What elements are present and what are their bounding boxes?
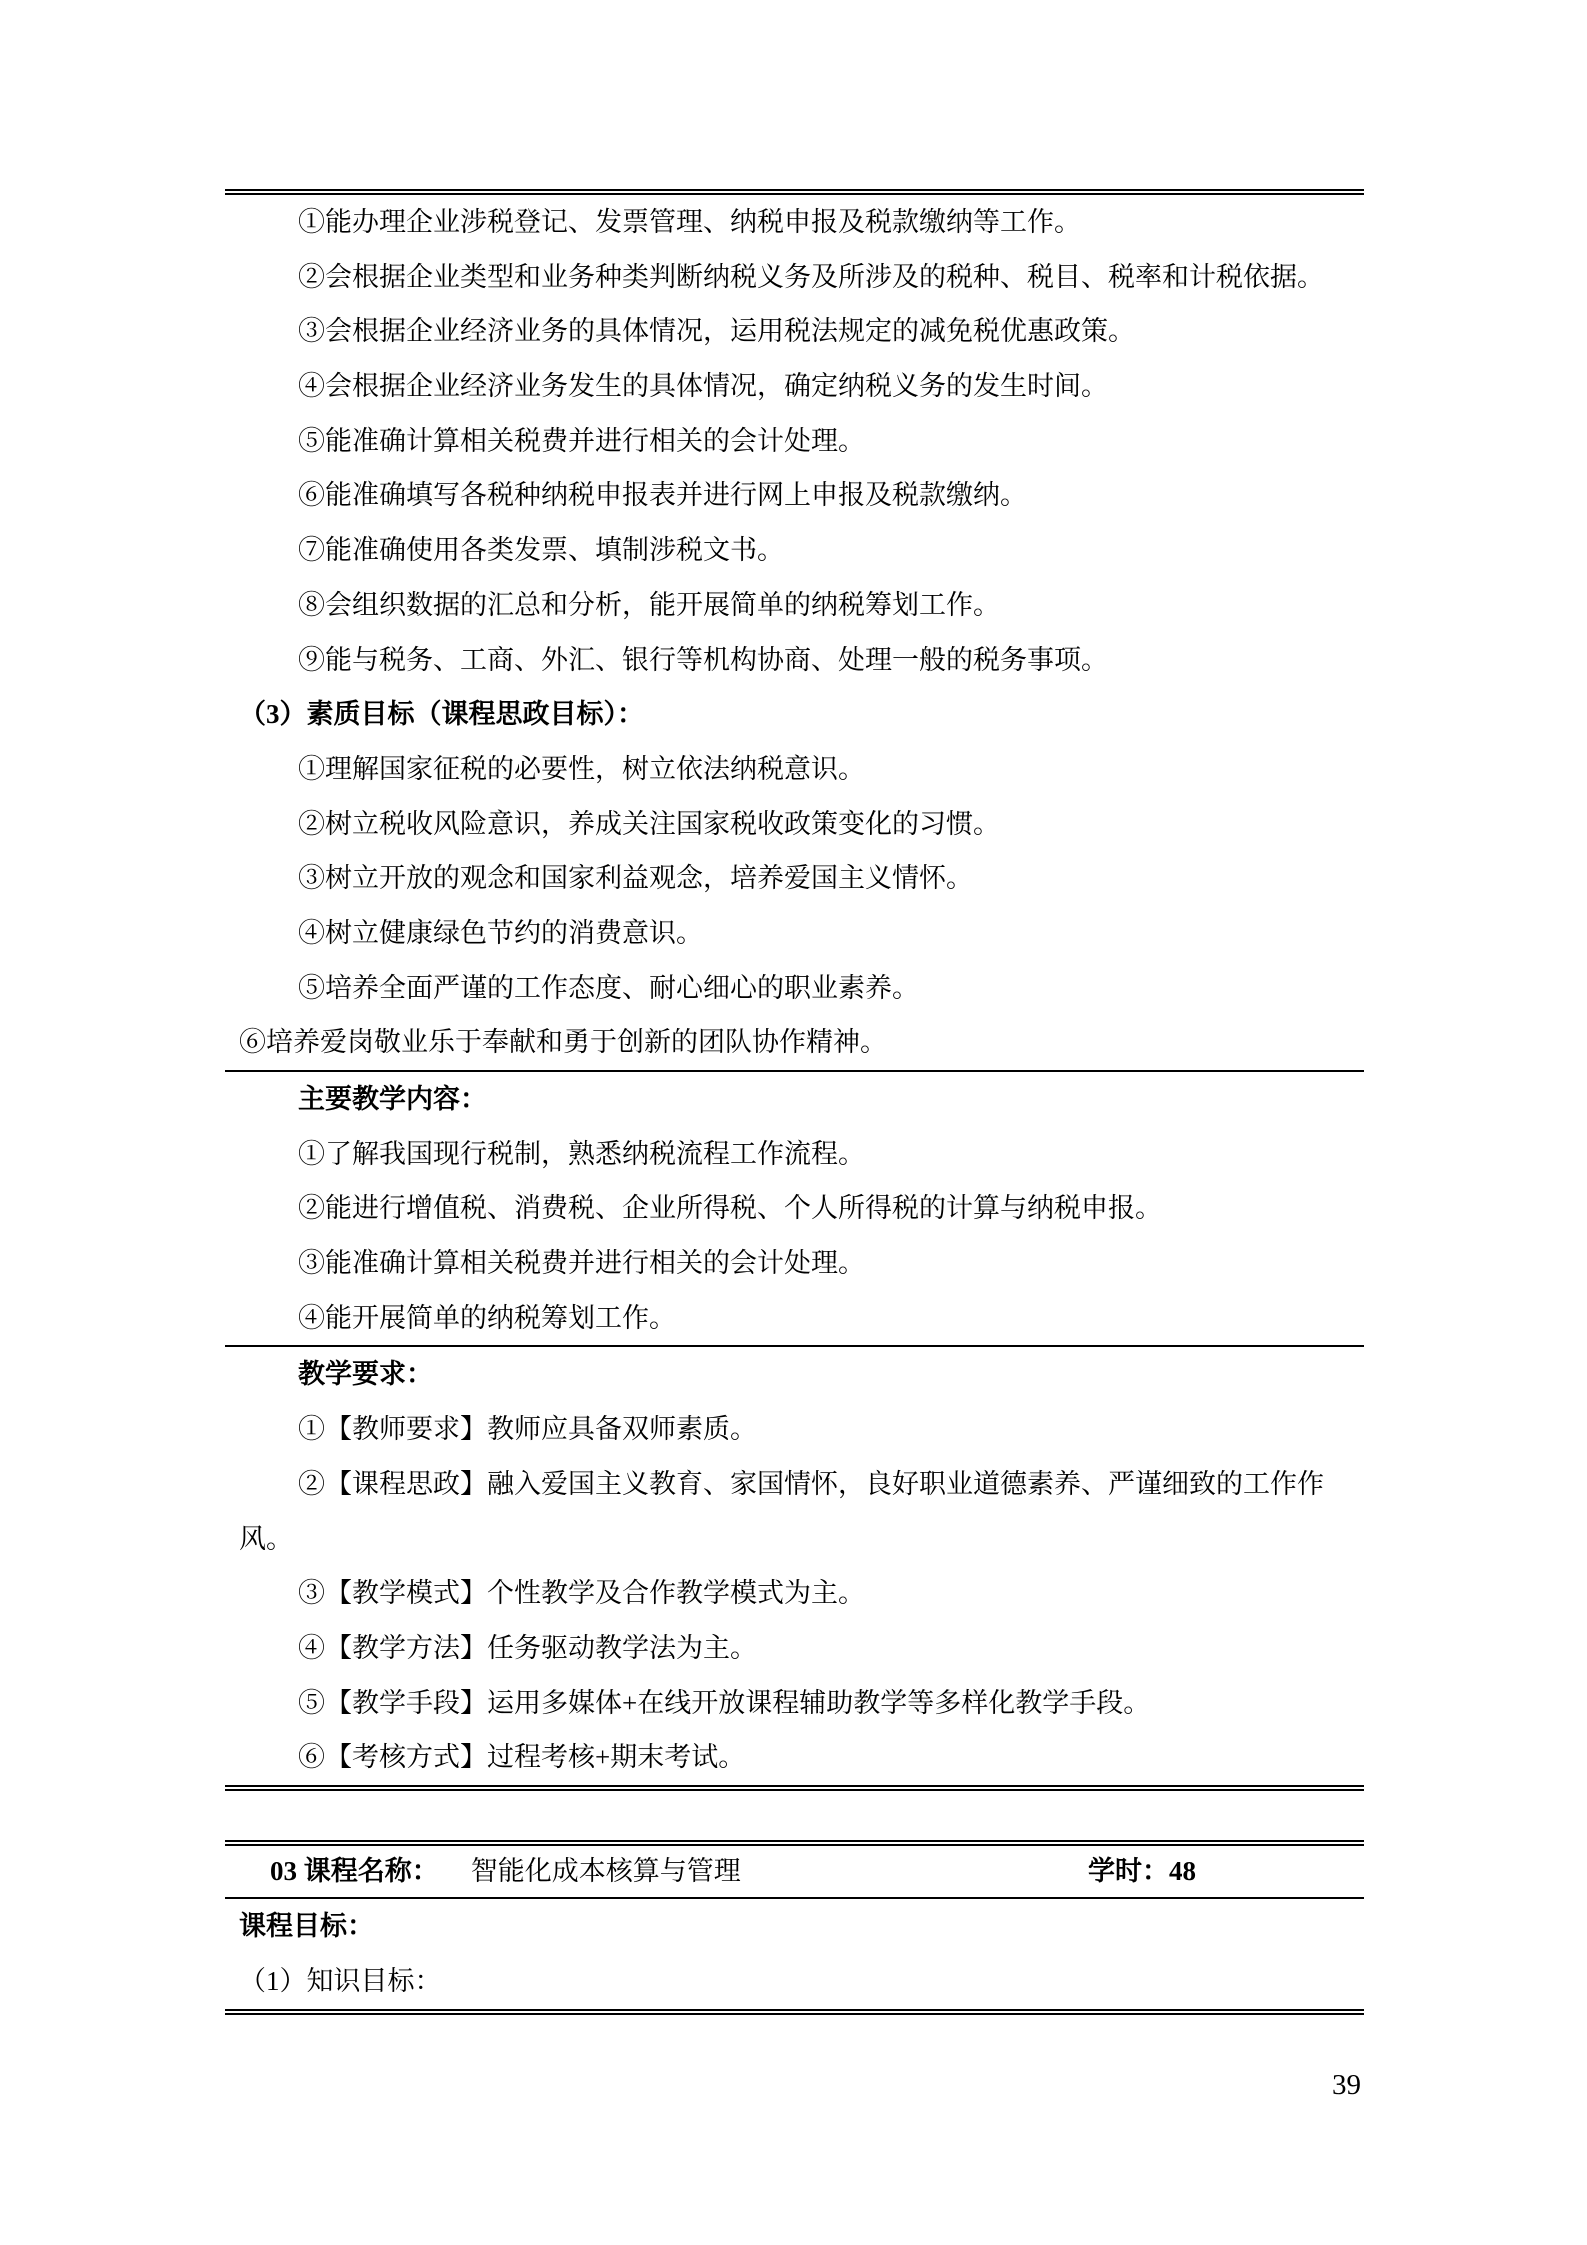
section-gap: [225, 1791, 1364, 1840]
quality-item: ②树立税收风险意识，养成关注国家税收政策变化的习惯。: [298, 808, 1000, 839]
requirement-line: ②【课程思政】融入爱国主义教育、家国情怀，良好职业道德素养、严谨细致的工作作: [298, 1468, 1324, 1499]
quality-item: ③树立开放的观念和国家利益观念，培养爱国主义情怀。: [298, 863, 973, 894]
quality-item: ④树立健康绿色节约的消费意识。: [298, 917, 703, 948]
quality-item: ⑥培养爱岗敬业乐于奉献和勇于创新的团队协作精神。: [239, 1027, 887, 1058]
requirement-line: ⑥【考核方式】过程考核+期末考试。: [298, 1742, 746, 1773]
teaching-content-item: ①了解我国现行税制，熟悉纳税流程工作流程。: [298, 1138, 865, 1169]
requirement-line: ④【教学方法】任务驱动教学法为主。: [298, 1632, 757, 1663]
ability-item: ①能办理企业涉税登记、发票管理、纳税申报及税款缴纳等工作。: [298, 207, 1081, 237]
page-number: 39: [1332, 2069, 1361, 2101]
ability-item: ⑤能准确计算相关税费并进行相关的会计处理。: [298, 425, 865, 456]
requirement-line-continuation: 风。: [239, 1523, 293, 1554]
course-goals-block: [225, 1897, 1364, 2009]
section-course-03: [225, 1840, 1364, 2015]
teaching-content-item: ③能准确计算相关税费并进行相关的会计处理。: [298, 1248, 865, 1279]
ability-item: ⑧会组织数据的汇总和分析，能开展简单的纳税筹划工作。: [298, 589, 1000, 620]
quality-objectives-heading: （3）素质目标（课程思政目标）：: [239, 699, 644, 730]
ability-item: ③会根据企业经济业务的具体情况，运用税法规定的减免税优惠政策。: [298, 316, 1135, 347]
quality-item: ⑤培养全面严谨的工作态度、耐心细心的职业素养。: [298, 972, 919, 1003]
section-ability-and-quality-objectives: [225, 189, 1364, 1070]
course-hours: 学时：48: [1088, 1855, 1196, 1886]
course-name: 智能化成本核算与管理: [470, 1855, 741, 1886]
section-teaching-requirements: [225, 1345, 1364, 1791]
teaching-requirements-heading: 教学要求：: [298, 1359, 433, 1390]
quality-item: ①理解国家征税的必要性，树立依法纳税意识。: [298, 753, 865, 784]
ability-item: ⑨能与税务、工商、外汇、银行等机构协商、处理一般的税务事项。: [298, 644, 1108, 675]
ability-item: ⑥能准确填写各税种纳税申报表并进行网上申报及税款缴纳。: [298, 480, 1027, 511]
course-code-label: 03 课程名称：: [270, 1855, 439, 1886]
requirement-line: ⑤【教学手段】运用多媒体+在线开放课程辅助教学等多样化教学手段。: [298, 1687, 1151, 1718]
requirement-line: ①【教师要求】教师应具备双师素质。: [298, 1414, 757, 1445]
teaching-content-item: ②能进行增值税、消费税、企业所得税、个人所得税的计算与纳税申报。: [298, 1193, 1162, 1224]
teaching-content-heading: 主要教学内容：: [298, 1084, 487, 1114]
course-goals-heading: 课程目标：: [239, 1910, 374, 1941]
teaching-content-item: ④能开展简单的纳税筹划工作。: [298, 1302, 676, 1333]
section-teaching-content: [225, 1070, 1364, 1345]
knowledge-goals-heading: （1）知识目标：: [239, 1965, 442, 1996]
ability-item: ⑦能准确使用各类发票、填制涉税文书。: [298, 535, 784, 566]
ability-item: ④会根据企业经济业务发生的具体情况，确定纳税义务的发生时间。: [298, 371, 1108, 402]
ability-item: ②会根据企业类型和业务种类判断纳税义务及所涉及的税种、税目、税率和计税依据。: [298, 261, 1324, 292]
requirement-line: ③【教学模式】个性教学及合作教学模式为主。: [298, 1578, 865, 1609]
course-header-row: [225, 1846, 1364, 1897]
page-content: [225, 189, 1364, 2015]
